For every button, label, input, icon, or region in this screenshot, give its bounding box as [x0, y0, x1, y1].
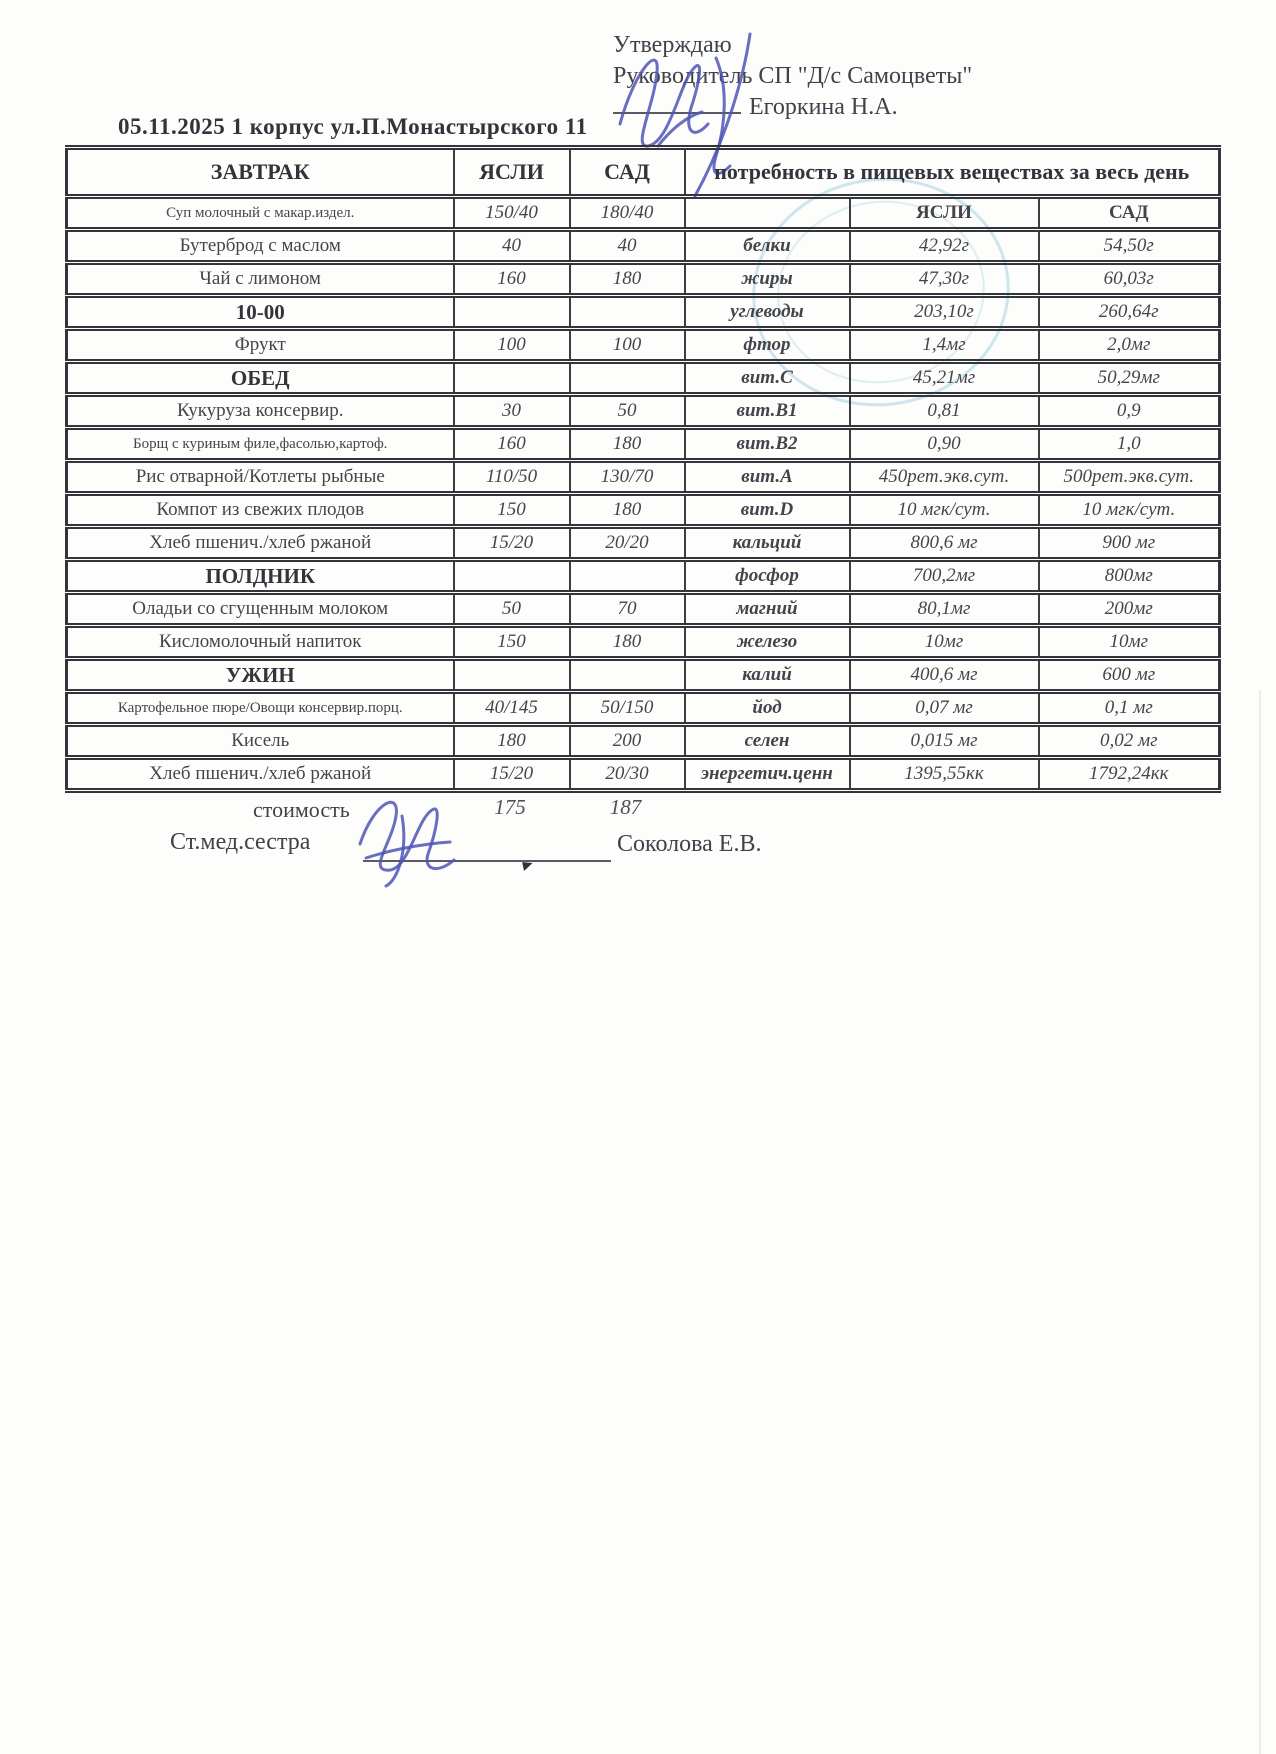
nutrient-value-yasli: 450рет.экв.сут. [850, 461, 1039, 494]
portion-yasli: 150/40 [454, 197, 570, 230]
nutrient-name: вит.С [685, 362, 850, 395]
portion-yasli: 15/20 [454, 527, 570, 560]
meal-name: Бутерброд с маслом [67, 230, 454, 263]
approval-line-1: Утверждаю [613, 32, 732, 58]
nutrient-name: фтор [685, 329, 850, 362]
approval-line-2: Руководитель СП "Д/с Самоцветы" [613, 63, 973, 89]
nutrient-value-sad: 200мг [1039, 593, 1220, 626]
nutrient-value-sad: 0,02 мг [1039, 725, 1220, 758]
portion-yasli: 15/20 [454, 758, 570, 791]
table-row [67, 197, 1220, 230]
nutrient-value-yasli: 203,10г [850, 296, 1039, 329]
date-address-line: 05.11.2025 1 корпус ул.П.Монастырского 11 [118, 114, 588, 139]
table-row [67, 692, 1220, 725]
portion-sad: 200 [570, 725, 685, 758]
nutrient-value-yasli: ЯСЛИ [850, 197, 1039, 230]
portion-sad: 180 [570, 263, 685, 296]
portion-yasli: 30 [454, 395, 570, 428]
portion-yasli: 100 [454, 329, 570, 362]
meal-name: Суп молочный с макар.издел. [67, 197, 454, 230]
table-row [67, 329, 1220, 362]
portion-yasli: 40/145 [454, 692, 570, 725]
portion-yasli: 160 [454, 428, 570, 461]
nutrient-value-yasli: 800,6 мг [850, 527, 1039, 560]
ink-mark [522, 860, 534, 871]
meal-name: Борщ с куриным филе,фасолью,картоф. [67, 428, 454, 461]
nutrient-value-yasli: 1,4мг [850, 329, 1039, 362]
table-header-row [67, 148, 1220, 197]
header-sad: САД [570, 148, 685, 197]
portion-sad [570, 296, 685, 329]
nutrient-value-sad: 260,64г [1039, 296, 1220, 329]
nurse-signature-underline [363, 836, 611, 862]
table-row [67, 626, 1220, 659]
nutrient-value-yasli: 700,2мг [850, 560, 1039, 593]
nutrient-value-yasli: 10 мгк/сут. [850, 494, 1039, 527]
portion-yasli: 110/50 [454, 461, 570, 494]
portion-sad: 50 [570, 395, 685, 428]
nutrient-value-sad: 1792,24кк [1039, 758, 1220, 791]
portion-sad: 180 [570, 428, 685, 461]
meal-name: Кисломолочный напиток [67, 626, 454, 659]
portion-yasli: 50 [454, 593, 570, 626]
nurse-label: Ст.мед.сестра [170, 829, 311, 855]
nutrient-value-yasli: 47,30г [850, 263, 1039, 296]
meal-name: ПОЛДНИК [67, 560, 454, 593]
table-row [67, 296, 1220, 329]
nutrient-value-sad: 54,50г [1039, 230, 1220, 263]
approval-signer-line [613, 92, 972, 123]
nutrient-value-sad: 2,0мг [1039, 329, 1220, 362]
nutrient-name: кальций [685, 527, 850, 560]
nutrient-value-sad: 500рет.экв.сут. [1039, 461, 1220, 494]
nutrient-name: селен [685, 725, 850, 758]
portion-sad: 40 [570, 230, 685, 263]
meal-name: Хлеб пшенич./хлеб ржаной [67, 527, 454, 560]
nutrient-value-yasli: 10мг [850, 626, 1039, 659]
nutrient-name: фосфор [685, 560, 850, 593]
portion-sad: 180 [570, 494, 685, 527]
portion-sad: 50/150 [570, 692, 685, 725]
portion-sad [570, 362, 685, 395]
nutrient-value-yasli: 0,81 [850, 395, 1039, 428]
nutrient-value-sad: 0,1 мг [1039, 692, 1220, 725]
table-row [67, 527, 1220, 560]
nutrient-name: вит.В1 [685, 395, 850, 428]
nutrient-value-sad: 50,29мг [1039, 362, 1220, 395]
table-row [67, 659, 1220, 692]
meal-name: ОБЕД [67, 362, 454, 395]
meal-name: Рис отварной/Котлеты рыбные [67, 461, 454, 494]
meal-name: Хлеб пшенич./хлеб ржаной [67, 758, 454, 791]
table-row [67, 758, 1220, 791]
approval-block [613, 30, 972, 123]
nutrient-value-sad: 1,0 [1039, 428, 1220, 461]
header-daily-needs: потребность в пищевых веществах за весь день [685, 148, 1220, 197]
portion-yasli: 40 [454, 230, 570, 263]
table-row [67, 560, 1220, 593]
meal-name: Картофельное пюре/Овощи консервир.порц. [67, 692, 454, 725]
header-breakfast: ЗАВТРАК [67, 148, 454, 197]
nutrient-value-sad: 10мг [1039, 626, 1220, 659]
meal-name: Компот из свежих плодов [67, 494, 454, 527]
nutrient-value-yasli: 0,07 мг [850, 692, 1039, 725]
table-row [67, 230, 1220, 263]
nutrient-value-sad: 800мг [1039, 560, 1220, 593]
cost-value-yasli: 175 [494, 795, 526, 819]
nutrient-value-sad: 10 мгк/сут. [1039, 494, 1220, 527]
portion-yasli: 150 [454, 626, 570, 659]
portion-yasli [454, 560, 570, 593]
nurse-name: Соколова Е.В. [617, 831, 762, 857]
nutrient-value-yasli: 0,90 [850, 428, 1039, 461]
portion-yasli [454, 659, 570, 692]
menu-table [65, 145, 1221, 793]
nutrient-name: вит.D [685, 494, 850, 527]
portion-sad: 20/30 [570, 758, 685, 791]
nutrient-name: жиры [685, 263, 850, 296]
portion-sad: 70 [570, 593, 685, 626]
portion-sad: 180 [570, 626, 685, 659]
nutrient-name [685, 197, 850, 230]
portion-yasli [454, 362, 570, 395]
meal-name: Фрукт [67, 329, 454, 362]
nutrient-value-yasli: 0,015 мг [850, 725, 1039, 758]
table-row [67, 494, 1220, 527]
portion-yasli: 180 [454, 725, 570, 758]
table-row [67, 725, 1220, 758]
table-row [67, 593, 1220, 626]
nutrient-value-sad: 0,9 [1039, 395, 1220, 428]
nutrient-name: калий [685, 659, 850, 692]
meal-name: УЖИН [67, 659, 454, 692]
nutrient-name: энергетич.ценн [685, 758, 850, 791]
table-row [67, 395, 1220, 428]
nutrient-name: вит.А [685, 461, 850, 494]
nutrient-name: белки [685, 230, 850, 263]
portion-sad [570, 560, 685, 593]
nutrient-value-sad: САД [1039, 197, 1220, 230]
portion-yasli: 160 [454, 263, 570, 296]
table-row [67, 263, 1220, 296]
meal-name: Чай с лимоном [67, 263, 454, 296]
nutrient-value-sad: 60,03г [1039, 263, 1220, 296]
nutrient-name: вит.В2 [685, 428, 850, 461]
header-yasli: ЯСЛИ [454, 148, 570, 197]
meal-name: Кукуруза консервир. [67, 395, 454, 428]
nutrient-name: углеводы [685, 296, 850, 329]
nutrient-value-yasli: 1395,55кк [850, 758, 1039, 791]
meal-name: 10-00 [67, 296, 454, 329]
nutrient-value-sad: 600 мг [1039, 659, 1220, 692]
nutrient-name: железо [685, 626, 850, 659]
portion-sad: 180/40 [570, 197, 685, 230]
scan-edge-artifact [1259, 690, 1261, 1754]
cost-value-sad: 187 [609, 795, 642, 819]
nutrient-name: йод [685, 692, 850, 725]
cost-label: стоимость [253, 797, 350, 822]
table-row [67, 461, 1220, 494]
portion-sad [570, 659, 685, 692]
table-row [67, 428, 1220, 461]
nutrient-value-sad: 900 мг [1039, 527, 1220, 560]
portion-sad: 100 [570, 329, 685, 362]
nutrient-value-yasli: 400,6 мг [850, 659, 1039, 692]
portion-yasli [454, 296, 570, 329]
meal-name: Оладьи со сгущенным молоком [67, 593, 454, 626]
nutrient-value-yasli: 80,1мг [850, 593, 1039, 626]
nutrient-name: магний [685, 593, 850, 626]
signature-underline [613, 92, 741, 114]
nutrient-value-yasli: 45,21мг [850, 362, 1039, 395]
table-row [67, 362, 1220, 395]
approval-signer-name: Егоркина Н.А. [749, 94, 898, 120]
portion-sad: 130/70 [570, 461, 685, 494]
portion-sad: 20/20 [570, 527, 685, 560]
nutrient-value-yasli: 42,92г [850, 230, 1039, 263]
portion-yasli: 150 [454, 494, 570, 527]
menu-table-body [67, 197, 1220, 791]
meal-name: Кисель [67, 725, 454, 758]
